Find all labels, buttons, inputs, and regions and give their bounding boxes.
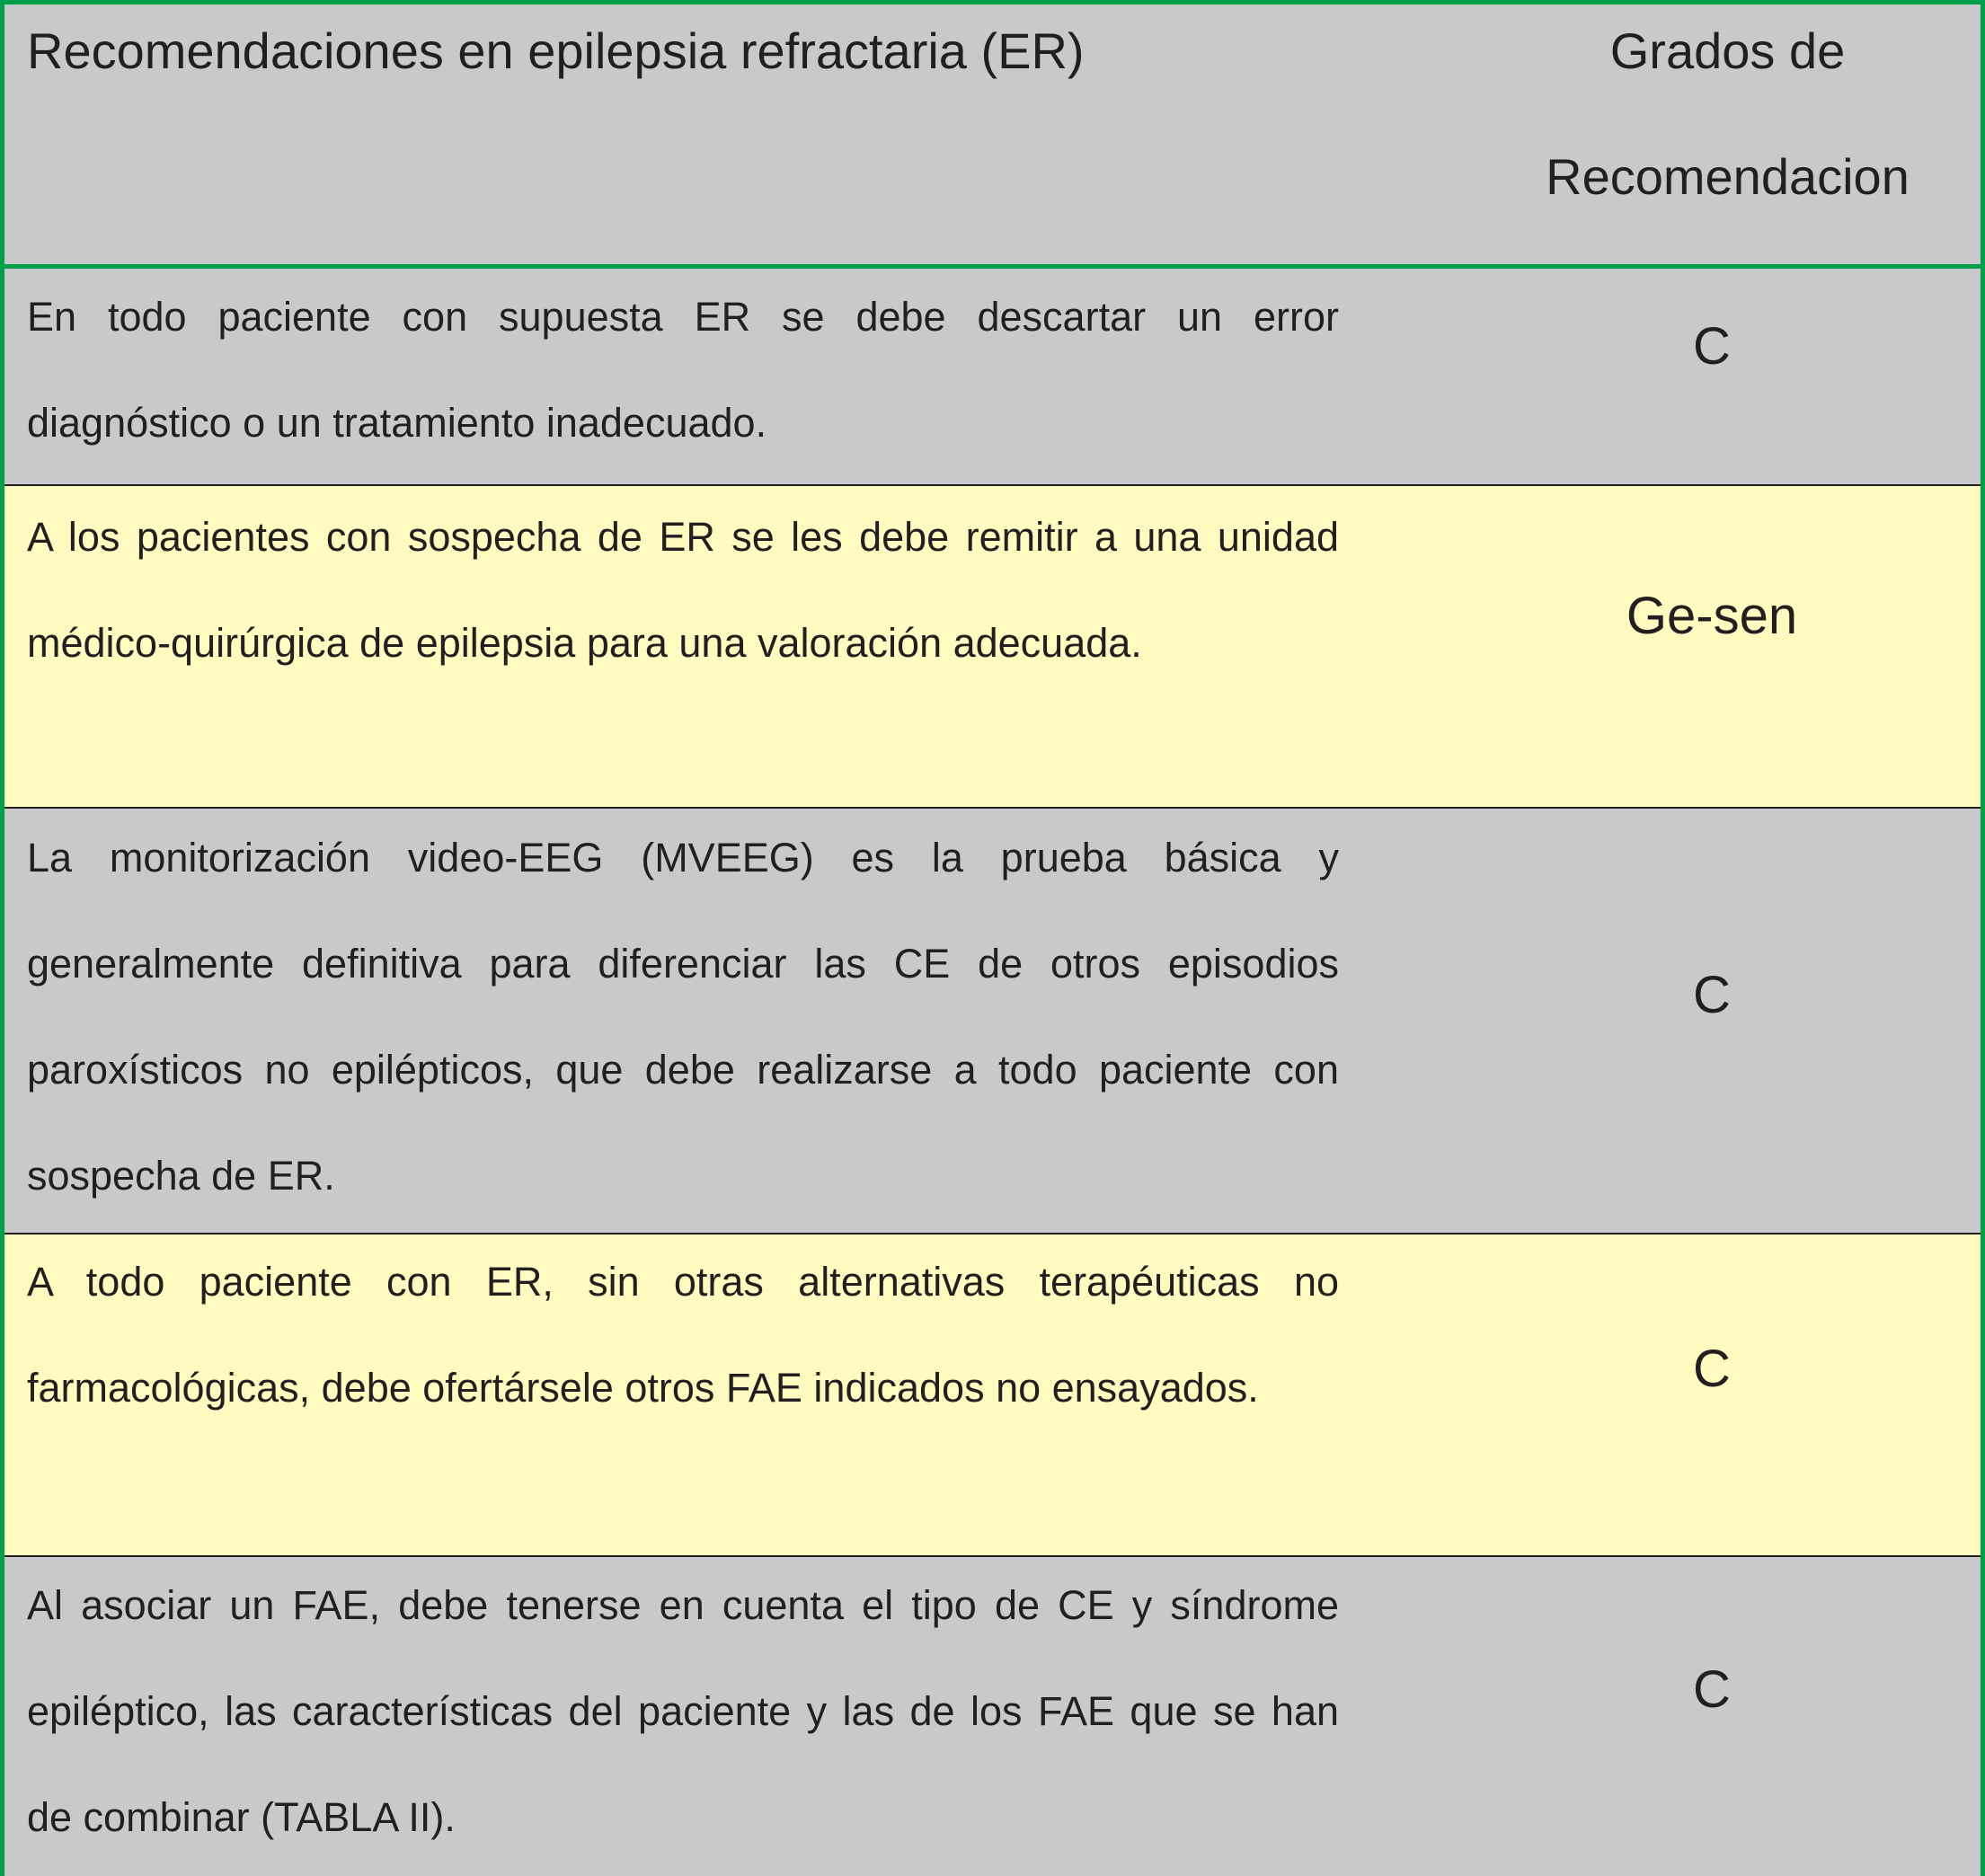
header-grades-label: Grados de Recomendacion	[1546, 22, 1910, 205]
recommendation-text: A todo paciente con ER, sin otras alternativas terapéuticas no farmacológicas, debe ofertársele otros FAE indicados no ensayados.	[27, 1259, 1339, 1411]
recommendation-text: La monitorización video-EEG (MVEEG) es la prueba básica y generalmente definitiva para diferenciar las CE de otros episodios paroxísticos no epilépticos, que debe realizarse a todo paciente con sospecha de ER.	[27, 835, 1339, 1199]
recommendation-grade: C	[1693, 317, 1731, 376]
recommendation-text: En todo paciente con supuesta ER se debe descartar un error diagnóstico o un tratamiento inadecuado.	[27, 294, 1339, 446]
recommendation-grade: C	[1693, 1660, 1731, 1719]
recommendation-grade: Ge-sen	[1626, 587, 1798, 645]
table-row	[4, 1555, 1981, 1876]
recommendation-grade: C	[1693, 1340, 1731, 1398]
recommendation-grade: C	[1693, 966, 1731, 1024]
table-row	[4, 807, 1981, 1233]
table-row	[4, 269, 1981, 484]
recommendation-text: Al asociar un FAE, debe tenerse en cuenta el tipo de CE y síndrome epiléptico, las características del paciente y las de los FAE que se han de combinar (TABLA II).	[27, 1582, 1339, 1840]
recommendation-text: A los pacientes con sospecha de ER se les debe remitir a una unidad médico-quirúrgica de epilepsia para una valoración adecuada.	[27, 514, 1339, 666]
table-header-row	[4, 4, 1981, 269]
table-row	[4, 484, 1981, 807]
header-recommendations-label: Recomendaciones en epilepsia refractaria (ER)	[27, 22, 1085, 79]
table-row	[4, 1233, 1981, 1555]
